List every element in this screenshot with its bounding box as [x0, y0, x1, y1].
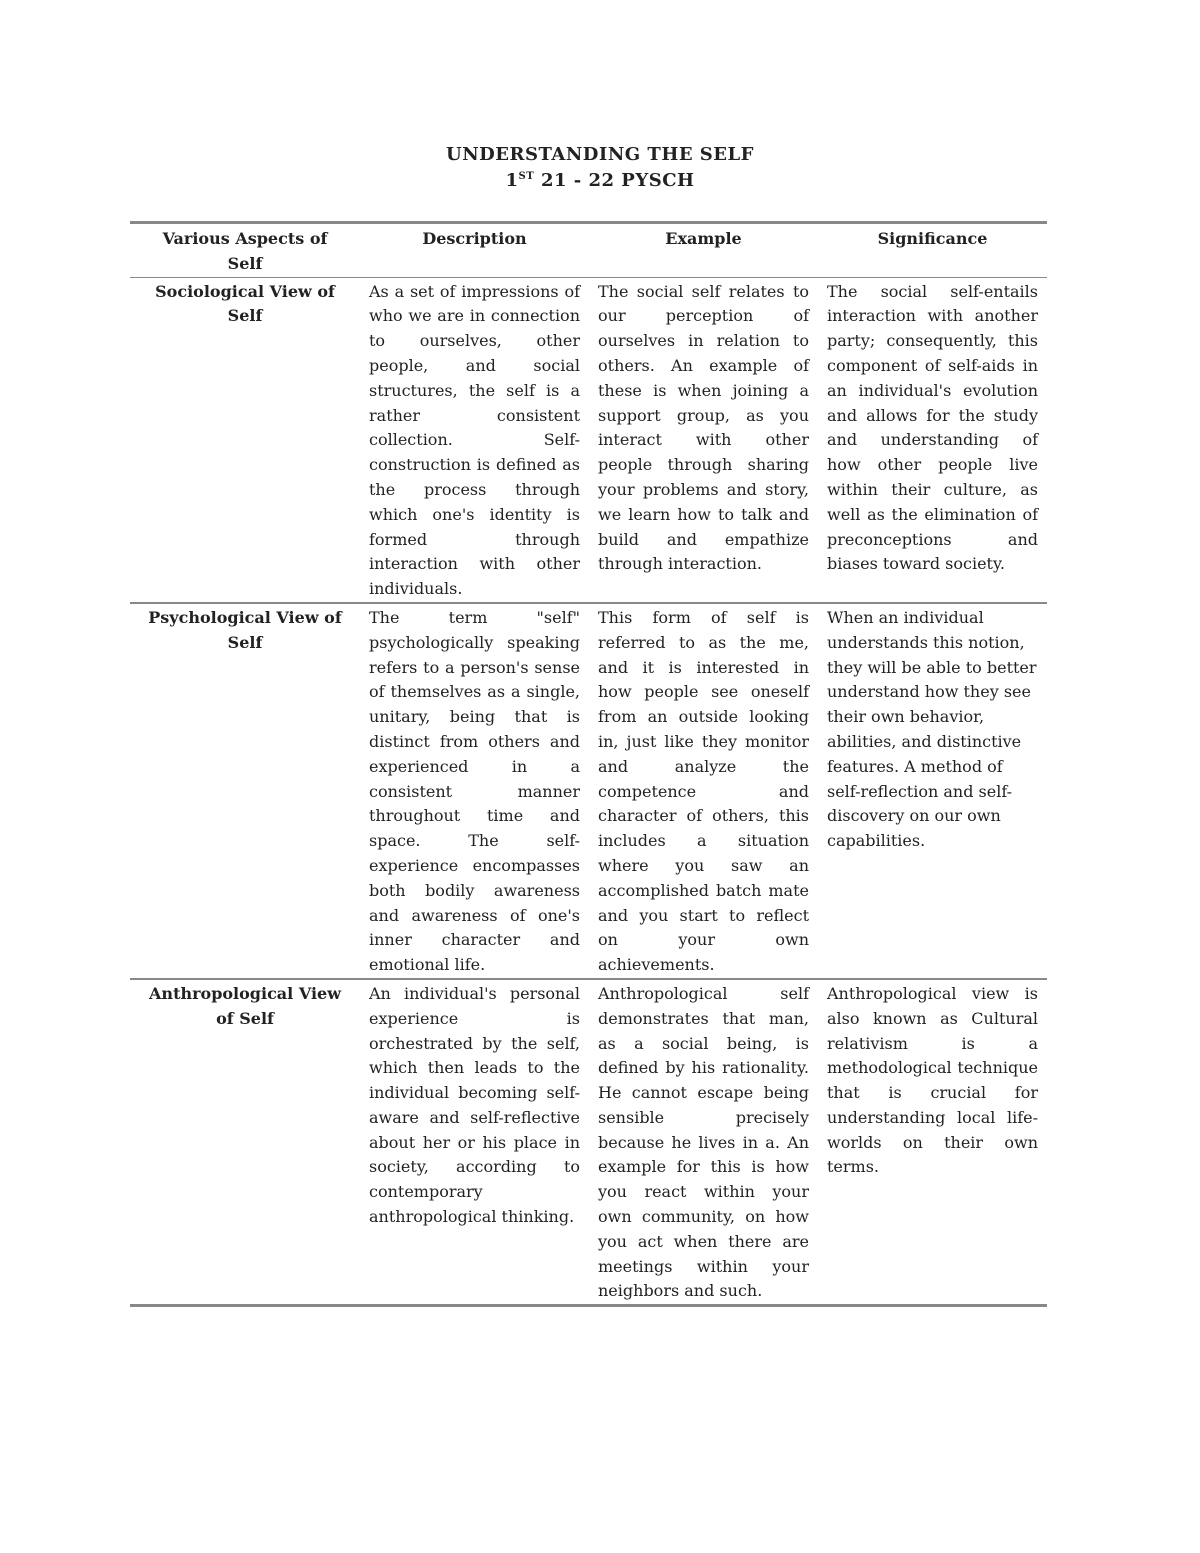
significance-cell: The social self-entails interaction with another party; consequently, this component of self-aids in an individual's evolution and allows for the study and understanding of how other people live within their culture, as well as the elimination of preconceptions and biases toward society. [827, 281, 1038, 574]
document-title: UNDERSTANDING THE SELF [446, 144, 754, 165]
subtitle-superscript: ST [518, 171, 535, 182]
header-aspects: Various Aspects of Self [130, 223, 360, 278]
description-cell: An individual's personal experience is orchestrated by the self, which then leads to the individual becoming self-aware and self-reflective about her or his place in society, according to contemporary anthropological thinking. [369, 983, 580, 1227]
significance-cell: When an individual understands this notion, they will be able to better understand how they see their own behavior, abilities, and distinctive features. A method of self-reflection and self-discovery on our own capabilities. [827, 607, 1037, 851]
description-cell: As a set of impressions of who we are in connection to ourselves, other people, and social structures, the self is a rather consistent collection. Self-construction is defined as the process through which one's identity is formed through interaction with other individuals. [369, 281, 580, 599]
table-header-row [130, 223, 1047, 278]
table-row [130, 603, 1047, 979]
table-row [130, 277, 1047, 603]
significance-cell: Anthropological view is also known as Cultural relativism is a methodological technique that is crucial for understanding local life-worlds on their own terms. [827, 983, 1038, 1177]
header-example: Example [589, 223, 818, 278]
example-cell: The social self relates to our perception of ourselves in relation to others. An example of these is when joining a support group, as you interact with other people through sharing your problems and story, we learn how to talk and build and empathize through interaction. [598, 281, 809, 574]
description-cell: The term "self" psychologically speaking refers to a person's sense of themselves as a single, unitary, being that is distinct from others and experienced in a consistent manner throughout time and space. The self-experience encompasses both bodily awareness and awareness of one's inner character and emotional life. [369, 607, 580, 975]
table-row [130, 979, 1047, 1306]
header-description: Description [360, 223, 589, 278]
aspect-cell: Psychological View of Self [148, 607, 342, 652]
header-significance: Significance [818, 223, 1047, 278]
subtitle-rest: 21 - 22 PYSCH [534, 170, 695, 191]
aspect-cell: Sociological View of Self [155, 281, 335, 326]
aspect-cell: Anthropological View of Self [149, 983, 341, 1028]
example-cell: This form of self is referred to as the me, and it is interested in how people see oneself from an outside looking in, just like they monitor and analyze the competence and character of others, this includes a situation where you saw an accomplished batch mate and you start to reflect on your own achievements. [598, 607, 809, 975]
subtitle-prefix: 1 [505, 170, 519, 191]
example-cell: Anthropological self demonstrates that man, as a social being, is defined by his rationality. He cannot escape being sensible precisely because he lives in a. An example for this is how you react within your own community, on how you act when there are meetings within your neighbors and such. [598, 983, 809, 1301]
document-subtitle [0, 170, 1200, 191]
self-aspects-table [130, 221, 1047, 1307]
